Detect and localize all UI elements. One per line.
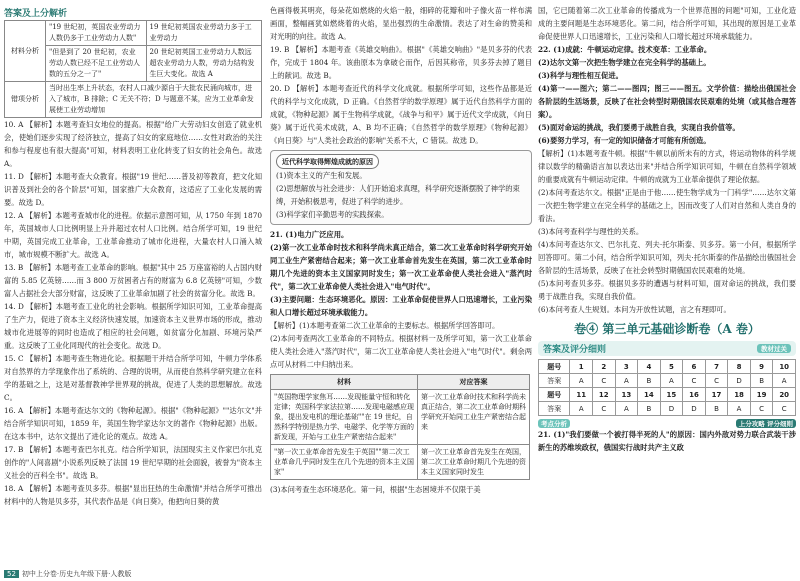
- table-cell: "19 世纪初，英国农业劳动力人数仍多于工业劳动力人数": [46, 21, 147, 46]
- answer-cell: 6: [683, 360, 706, 374]
- answer-paragraph: (5)本问考查贝多芬。根据贝多芬的遭遇与材料可知，面对命运的挑战，我们要勇于战胜自我，实现自我价值。: [538, 279, 796, 301]
- page-number: 52: [4, 570, 19, 578]
- answer-cell: 14: [638, 388, 661, 402]
- table-cell: "但是到了 20 世纪初，农业劳动人数已经不足工业劳动人数的五分之一了": [46, 46, 147, 82]
- answer-paragraph: 【解析】(1)本题考查第二次工业革命的主要标志。根据所学回答即可。: [270, 321, 500, 330]
- knowledge-box: [270, 150, 532, 225]
- answer-cell: 7: [705, 360, 728, 374]
- answer-paragraph: 19. B 【解析】本题考查《英雄交响曲》。根据"《英雄交响曲》"是贝多芬的代表作，完成于 1804 年。该曲原本为拿破仑而作，后因其称帝，贝多芬去掉了题目上的献词。故选 B。: [270, 45, 532, 80]
- answer-cell: 18: [728, 388, 751, 402]
- answer-cell: B: [638, 374, 661, 388]
- answer-paragraph: 13. B 【解析】本题考查工业革命的影响。根据"其中 25 万座富裕的人占国内财富的 5.85 亿英镑……而 3 800 万贫困者占有的财富为 6.8 亿英镑"可知，少数富人占据社会大部分财富，这反映了工业革命加剧了社会的贫富分化。故选 B。: [4, 263, 262, 298]
- answer-cell: 9: [750, 360, 773, 374]
- answer-cell: C: [750, 402, 773, 416]
- answer-cell: 16: [683, 388, 706, 402]
- answer-tag: 教材过关: [757, 344, 791, 353]
- answer-cell: 15: [660, 388, 683, 402]
- answer-cell: B: [705, 402, 728, 416]
- answer-cell: 20: [773, 388, 796, 402]
- table-cell: 第一次工业革命首先发生在英国，第二次工业革命时期几个先进的资本主义国家同时发生: [418, 445, 530, 480]
- answer-paragraph: 10. A 【解析】本题考查妇女地位的提高。根据"给广大劳动妇女创造了就业机会，使她们逐步实现了经济独立，提高了妇女的家庭地位……女性对政治的关注和参与程度也有很大提高"可知，材料表明工业化转变了妇女的社会角色。故选 A。: [4, 120, 262, 168]
- answer-paragraph: 17. B 【解析】本题考查巴尔扎克。结合所学知识，法国现实主义作家巴尔扎克创作的"人间喜剧"小说系列反映了法国 19 世纪早期的社会面貌，被誉为"资本主义社会的百科全书"。故选 B。: [4, 445, 262, 480]
- answer-cell: 4: [638, 360, 661, 374]
- answer-grid-label: 答案: [539, 374, 570, 388]
- table-row: [5, 21, 262, 46]
- answer-grid-label: 题号: [539, 388, 570, 402]
- analysis-badge: 考点分析: [538, 419, 570, 428]
- answer-grid: [538, 359, 796, 416]
- answer-cell: C: [683, 374, 706, 388]
- answer-cell: 5: [660, 360, 683, 374]
- answer-cell: A: [570, 402, 593, 416]
- answer-cell: D: [660, 402, 683, 416]
- answer-paragraph: 21. (1)电力广泛应用。: [270, 230, 349, 239]
- answer-cell: B: [750, 374, 773, 388]
- table-header-row: [271, 375, 530, 390]
- box-item: (1)资本主义的产生和发展。: [276, 171, 367, 180]
- answer-cell: D: [728, 374, 751, 388]
- answer-paragraph: 21. (1)"我们要做一个被打得半死的人"的原因：国内外敌对势力联合武装干涉新生的苏维埃政权，俄国实行战时共产主义政: [538, 430, 796, 452]
- answer-paragraph: (2)本问考查两次工业革命的不同特点。根据材料一及所学可知，第一次工业革命使人类社会进入"蒸汽时代"，第二次工业革命使人类社会进入"电气时代"。剩余两点可从材料二中归纳出来。: [270, 334, 532, 369]
- answer-paragraph: 20. D 【解析】本题考查近代的科学文化成就。根据所学可知，这些作品都是近代的科学与文化成就，D 正确。《自然哲学的数学原理》属于近代自然科学方面的成就，《物种起源》属于生物科学成就，《战争与和平》属于近代文学成就，《向日葵》属于近代美术成就，A、B 均不正确；《自然哲学的数学原理》《物种起源》《向日葵》与"人类社会政治的影响"关系不大，C 错误。故选 D。: [270, 84, 532, 145]
- answer-cell: 10: [773, 360, 796, 374]
- answer-paragraph: (3)主要问题：生态环境恶化。原因：工业革命促使世界人口迅速增长，工业污染和人口增长超过环境承载能力。: [270, 295, 532, 317]
- answer-cell: 19: [750, 388, 773, 402]
- answer-cell: A: [615, 402, 638, 416]
- answer-cell: C: [705, 374, 728, 388]
- answer-paragraph: (2)达尔文第一次把生物学建立在完全科学的基础上。: [538, 58, 711, 67]
- answer-grid-label: 题号: [539, 360, 570, 374]
- answer-cell: A: [773, 374, 796, 388]
- answer-paragraph: (3)科学与理性相互促进。: [538, 71, 623, 80]
- answer-cell: A: [660, 374, 683, 388]
- answer-cell: 11: [570, 388, 593, 402]
- box-item: (2)思想解放与社会进步：人们开始追求真理，科学研究逐渐摆脱了神学的束缚，开始积极思考，促进了科学的进步。: [276, 184, 520, 206]
- answer-cell: C: [593, 402, 616, 416]
- table-cell: 19 世纪初英国农业劳动力多于工业劳动力: [146, 21, 262, 46]
- table-header: 对应答案: [418, 375, 530, 390]
- answer-paragraph: 国，它已随着第二次工业革命的传播成为一个世界范围的问题"可知，工业化造成的主要问题是生态环境恶化。第二问，结合所学可知，其出现的原因是工业革命促使世界人口迅速增长，工业污染和人口增长超过环境承载能力。: [538, 6, 796, 41]
- table-row: [5, 82, 262, 118]
- answer-cell: B: [638, 402, 661, 416]
- answer-number-row: [539, 360, 796, 374]
- table-row: [271, 390, 530, 445]
- table-cell: 当时出生率上升状态，农村人口减少源自于大批农民涌向城市，进入了城市，B 排除；C 无关不符；D 与题意不某，应为工业革命发展使工业劳动增加: [46, 82, 262, 118]
- table-cell: 第一次工业革命时技术和科学尚未真正结合，第二次工业革命时期科学研究开始同工业生产紧密结合起来: [418, 390, 530, 445]
- column-1: [4, 20, 262, 508]
- table-header: 材料: [271, 375, 418, 390]
- answer-cell: D: [683, 402, 706, 416]
- answer-paragraph: (3)本问考查科学与理性的关系。: [538, 227, 644, 236]
- answer-paragraph: 12. A 【解析】本题考查城市化的进程。依据示意图可知，从 1750 年到 1870 年，英国城市人口比例明显上升并超过农村人口比例。结合所学可知，19 世纪中期，英国完成工业革命，工业革命推动了城市化进程，大量农村人口涌入城市，城市规模不断扩大。故选 A。: [4, 211, 262, 259]
- answer-paragraph: (3)本问考查生态环境恶化。第一问，根据"生态困境并不仅限于美: [270, 485, 481, 494]
- answer-cell: C: [773, 402, 796, 416]
- answer-paragraph: 14. D 【解析】本题考查工业化的社会影响。根据所学知识可知，工业革命提高了生产力，促进了资本主义经济快速发展，加速资本主义世界市场的形成，推动城市化进展等的同时也造成了相应的社会问题，如贫富分化加剧、环境污染严重。这反映了工业化同现代的社会变化。故选 D。: [4, 302, 262, 350]
- table-label: 材料分析: [5, 21, 46, 82]
- table-cell: 20 世纪初英国工业劳动力人数远超农业劳动力人数，劳动力结构发生巨大变化。故选 A: [146, 46, 262, 82]
- answer-paragraph: 15. C 【解析】本题考查生物进化论。根据题干并结合所学可知，牛顿力学体系对自然界的力学现象作出了系统的、合理的说明，从而使自然科学研究建立在科学的基础之上，这是对基督教神学世界观的挑战，促进了人类的思想解放。故选 C。: [4, 354, 262, 402]
- answer-cell: 2: [593, 360, 616, 374]
- answer-cell: A: [615, 374, 638, 388]
- column-3: [538, 4, 796, 454]
- score-badge: 上分攻略 评分细则: [736, 419, 796, 428]
- table-cell: "第一次工业革命首先发生于英国""第二次工业革命几乎同时发生在几个先进的资本主义国家": [271, 445, 418, 480]
- header-label: 答案及上分解析: [4, 9, 68, 19]
- answer-paragraph: (2)第一次工业革命时技术和科学尚未真正结合，第二次工业革命时科学研究开始同工业生产紧密结合起来；第一次工业革命首先发生在英国，第二次工业革命时期几个先进的资本主义国家同时发生；第一次工业革命使人类社会进入"蒸汽时代"，第二次工业革命使人类社会进入"电气时代"。: [270, 243, 532, 291]
- answer-row: [539, 374, 796, 388]
- answer-label: 答案及评分细则: [543, 345, 607, 355]
- footer: [4, 569, 131, 579]
- analysis-table: [4, 20, 262, 118]
- answer-cell: C: [593, 374, 616, 388]
- answer-paragraph: 11. D 【解析】本题考查大众教育。根据"19 世纪……普及初等教育，把文化知识普及到社会的各个阶层"可知，国家推广大众教育，这适应了工业化发展的需要。故选 D。: [4, 172, 262, 207]
- answer-row: [539, 402, 796, 416]
- answer-cell: A: [570, 374, 593, 388]
- answer-paragraph: (6)要努力学习，有一定的知识储备才可能有所创造。: [538, 136, 711, 145]
- answer-cell: 13: [615, 388, 638, 402]
- answer-paragraph: (4)本问考查达尔文、巴尔扎克、列夫·托尔斯泰、贝多芬。第一小问，根据所学回答即可。第二小问，结合所学知识可知，列夫·托尔斯泰的作品描绘出俄国社会各阶层的生活场景，反映了在社会转型时期俄国农民艰难的处境。: [538, 240, 796, 275]
- section-title: 卷④ 第三单元基础诊断卷（A 卷）: [574, 322, 760, 336]
- answer-paragraph: (6)本问考查人生规划。本问为开放性试题，言之有理即可。: [538, 305, 731, 314]
- box-title: 近代科学取得辉煌成就的原因: [276, 154, 379, 169]
- answer-bar: [538, 341, 796, 356]
- column-2: [270, 4, 532, 496]
- answer-paragraph: (2)本问考查达尔文。根据"正是由于他……使生物学成为一门科学"……达尔文第一次把生物学建立在完全科学的基础之上，因而改变了人们对自然和人类自身的看法。: [538, 188, 796, 223]
- answer-paragraph: 16. A 【解析】本题考查达尔文的《物种起源》。根据"《物种起源》""达尔文"并结合所学知识可知，1859 年，英国生物学家达尔文的著作《物种起源》出版。在这本书中，达尔文提出了进化论的观点。故选 A。: [4, 406, 262, 441]
- answer-paragraph: 18. A 【解析】本题考查贝多芬。根据"显出狂热的生命激情"并结合所学可推出材料中的人物是贝多芬，其代表作品是《向日葵》，他把向日葵的黄: [4, 484, 262, 506]
- answer-cell: 8: [728, 360, 751, 374]
- answer-cell: A: [728, 402, 751, 416]
- answer-paragraph: 22. (1)成就：牛顿运动定律。技术变革：工业革命。: [538, 45, 712, 54]
- answer-paragraph: (5)面对命运的挑战，我们要勇于战胜自我，实现自我价值等。: [538, 123, 740, 132]
- book-title: 初中上分卷·历史九年级下册·人教版: [21, 570, 132, 578]
- answer-cell: 3: [615, 360, 638, 374]
- answer-paragraph: 色画得极其明亮，每朵花如燃烧的火焰一般，细碎的花瓣和叶子像火苗一样布满画面，整幅画犹如燃烧着的火焰，显出强烈的生命激情。表达了对生命的赞美和对光明的向往。故选 A。: [270, 6, 532, 41]
- answer-number-row: [539, 388, 796, 402]
- table-label: 错项分析: [5, 82, 46, 118]
- answer-cell: 12: [593, 388, 616, 402]
- answer-cell: 1: [570, 360, 593, 374]
- answer-paragraph: 【解析】(1)本题考查牛顿。根据"牛顿以前所未有的方式，将运动物体的科学规律以数学的精确语言加以表达出来"并结合所学知识可知，牛顿在自然科学领域的重要成就有牛顿运动定律。牛顿的成就为工业革命提供了理论依据。: [538, 149, 796, 184]
- box-item: (3)科学家们辛勤思考的实践探索。: [276, 210, 389, 219]
- answer-paragraph: (4)第一——图六；第二——图四；图三——图五。文学价值：描绘出俄国社会各阶层的生活场景，反映了在社会转型时期俄国农民艰难的处境（或其他合理答案）。: [538, 84, 796, 119]
- answer-cell: 17: [705, 388, 728, 402]
- answer-grid-label: 答案: [539, 402, 570, 416]
- material-table: [270, 374, 530, 480]
- table-cell: "英国物理学家焦耳……发现能量守恒和转化定律；英国科学家法拉第……发现电磁感应现象，提出发电机的理论基础""在 19 世纪，自然科学特别是热力学、电磁学、化学等方面的新发现，开始与工业生产紧密结合起来": [271, 390, 418, 445]
- table-row: [271, 445, 530, 480]
